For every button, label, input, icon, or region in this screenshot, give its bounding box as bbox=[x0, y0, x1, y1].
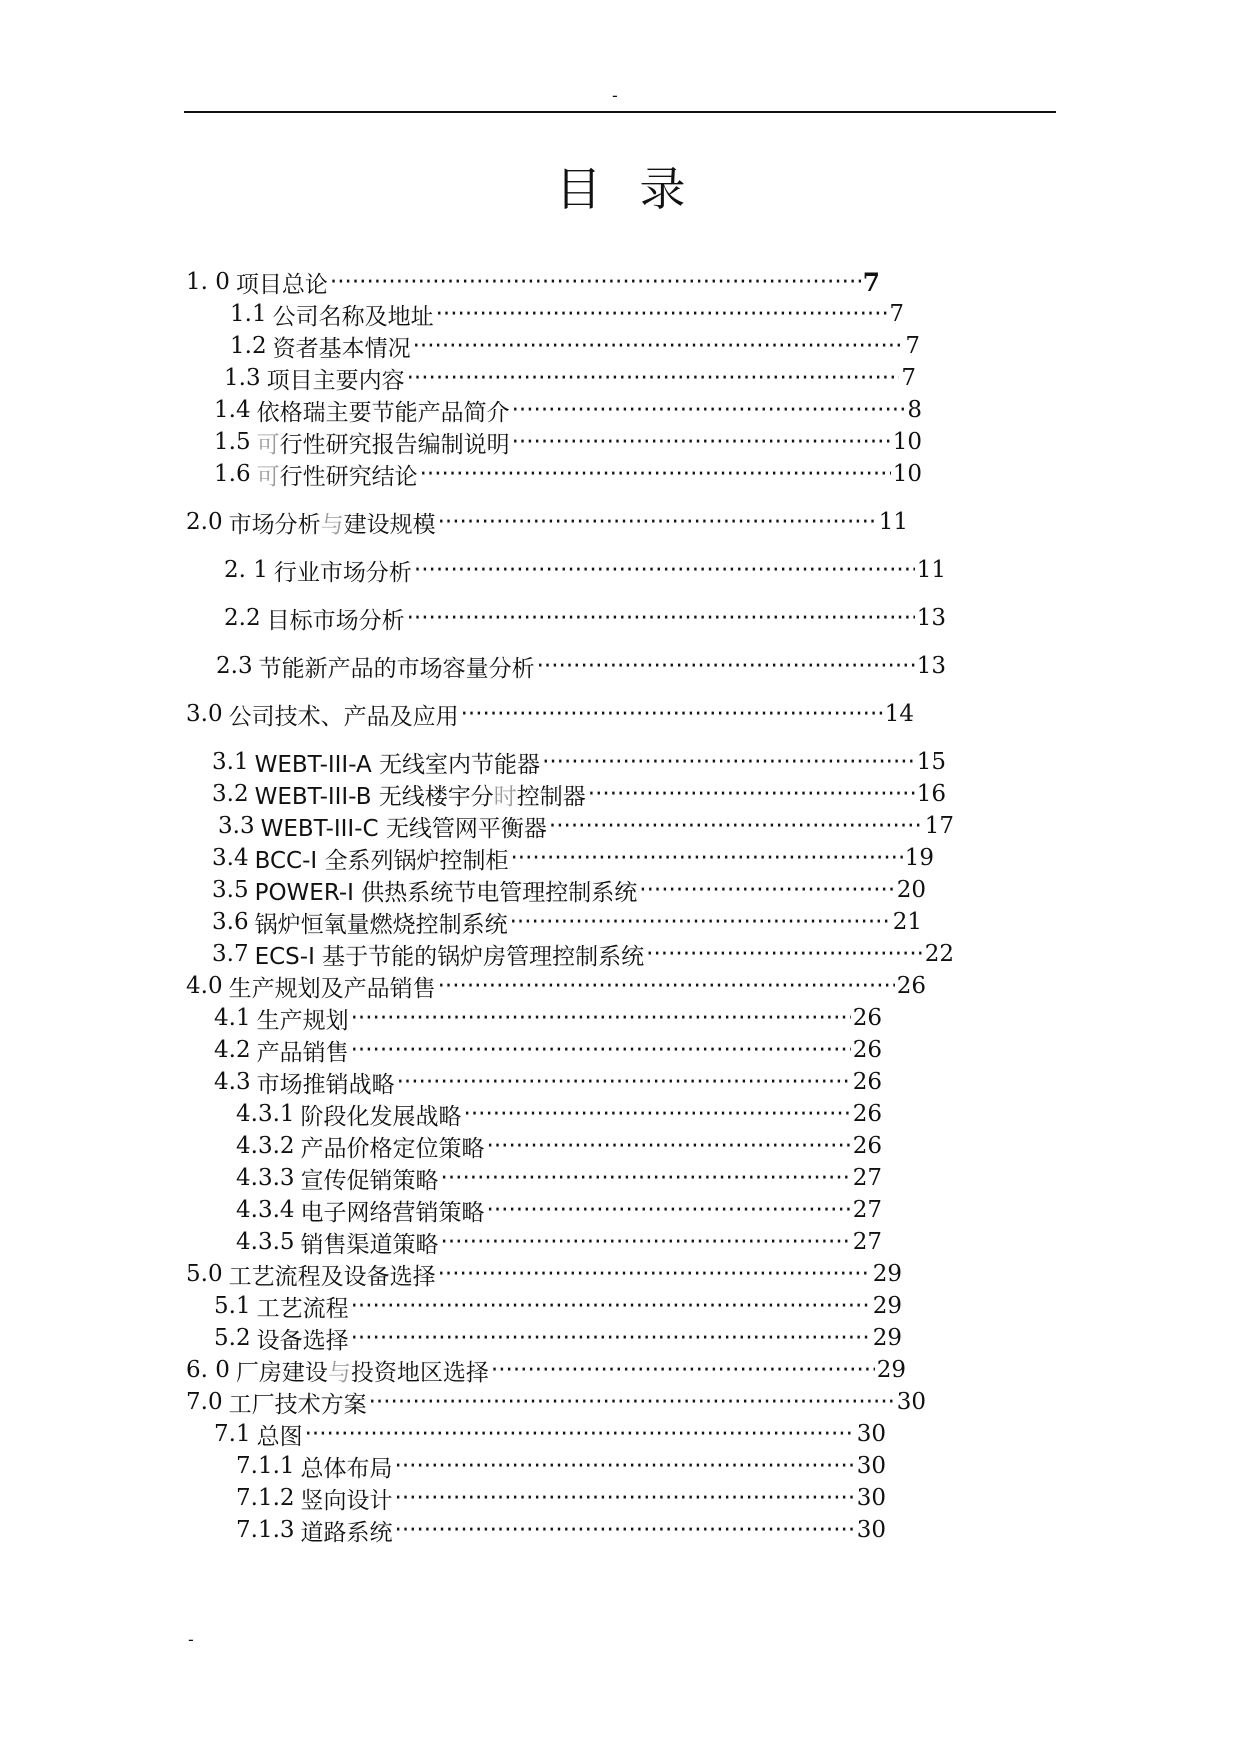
toc-leader-dots bbox=[639, 877, 894, 903]
toc-leader-dots bbox=[491, 1357, 875, 1383]
header-mark: - bbox=[612, 86, 618, 105]
toc-leader-dots bbox=[407, 365, 900, 391]
toc-entry-title-faded: 可 bbox=[256, 463, 280, 490]
toc-entry-title-rest: 投资地区选择 bbox=[350, 1359, 489, 1386]
toc-entry[interactable] bbox=[236, 1163, 882, 1193]
toc-entry[interactable] bbox=[186, 971, 926, 1001]
toc-entry[interactable] bbox=[230, 299, 904, 329]
toc-leader-dots bbox=[395, 1453, 855, 1479]
toc-entry-title: 厂房建设 bbox=[235, 1359, 328, 1386]
toc-leader-dots bbox=[407, 605, 915, 631]
toc-page-number: 13 bbox=[916, 653, 946, 679]
toc-leader-dots bbox=[351, 1005, 851, 1031]
toc-entry-number: 4.3.3 bbox=[236, 1165, 295, 1191]
toc-leader-dots bbox=[512, 397, 906, 423]
toc-entry-title: 总体布局 bbox=[300, 1455, 393, 1482]
toc-page-number: 17 bbox=[924, 813, 954, 839]
toc-entry-number: 1. 0 bbox=[186, 269, 230, 295]
toc-entry-title: 依格瑞主要节能产品简介 bbox=[256, 399, 510, 426]
toc-entry-title: 电子网络营销策略 bbox=[300, 1199, 485, 1226]
toc-page-number: 30 bbox=[896, 1389, 926, 1415]
toc-entry-title: 销售渠道策略 bbox=[300, 1231, 439, 1258]
toc-entry-number: 2.3 bbox=[216, 653, 253, 679]
toc-page-number: 30 bbox=[856, 1517, 886, 1543]
toc-entry[interactable] bbox=[236, 1099, 882, 1129]
toc-entry-number: 1.4 bbox=[214, 397, 251, 423]
toc-page-number: 10 bbox=[892, 461, 922, 487]
toc-page-number: 11 bbox=[878, 509, 908, 535]
toc-entry[interactable] bbox=[186, 1355, 906, 1385]
toc-entry-title: 资者基本情况 bbox=[272, 335, 411, 362]
toc-leader-dots bbox=[510, 909, 891, 935]
toc-entry-title-faded: 与 bbox=[320, 511, 344, 538]
toc-page-number: 13 bbox=[916, 605, 946, 631]
toc-entry-number: 3.3 bbox=[218, 813, 255, 839]
toc-leader-dots bbox=[537, 653, 915, 679]
toc-page-number: 26 bbox=[852, 1037, 882, 1063]
toc-entry-number: 4.3.1 bbox=[236, 1101, 295, 1127]
toc-entry[interactable] bbox=[236, 1131, 882, 1161]
toc-entry[interactable] bbox=[230, 331, 920, 361]
toc-page-number: 14 bbox=[884, 701, 914, 727]
toc-leader-dots bbox=[436, 301, 888, 327]
toc-entry[interactable] bbox=[214, 1323, 902, 1353]
toc-page-number: 7 bbox=[905, 333, 920, 359]
toc-entry-number: 4.3.2 bbox=[236, 1133, 295, 1159]
toc-entry-title-rest: 建设规模 bbox=[343, 511, 436, 538]
toc-page-number: 19 bbox=[904, 845, 934, 871]
toc-entry-number: 4.3.4 bbox=[236, 1197, 295, 1223]
toc-entry[interactable] bbox=[212, 779, 946, 809]
toc-leader-dots bbox=[395, 1485, 855, 1511]
toc-page-number: 29 bbox=[872, 1293, 902, 1319]
toc-entry-title: 项目总论 bbox=[235, 271, 328, 298]
page-title: 目录 bbox=[555, 162, 724, 216]
toc-entry-number: 5.2 bbox=[214, 1325, 251, 1351]
toc-entry-title: 市场推销战略 bbox=[256, 1071, 395, 1098]
toc-entry-number: 7.1 bbox=[214, 1421, 251, 1447]
toc-entry-title: ECS-I 基于节能的锅炉房管理控制系统 bbox=[254, 943, 645, 970]
toc-entry-title-faded: 可 bbox=[256, 431, 280, 458]
toc-entry-title-rest: 控制器 bbox=[516, 783, 586, 810]
toc-entry[interactable] bbox=[224, 555, 946, 585]
toc-page-number: 26 bbox=[896, 973, 926, 999]
toc-entry-title: 产品价格定位策略 bbox=[300, 1135, 485, 1162]
toc-entry-number: 4.2 bbox=[214, 1037, 251, 1063]
toc-leader-dots bbox=[441, 1229, 851, 1255]
toc-page-number: 29 bbox=[872, 1325, 902, 1351]
toc-entry[interactable] bbox=[236, 1227, 882, 1257]
toc-page-number: 30 bbox=[856, 1421, 886, 1447]
toc-entry-title: 生产规划及产品销售 bbox=[228, 975, 436, 1002]
toc-entry[interactable] bbox=[236, 1483, 886, 1513]
toc-entry-title: 公司名称及地址 bbox=[272, 303, 434, 330]
toc-entry[interactable] bbox=[214, 1419, 886, 1449]
toc-leader-dots bbox=[369, 1389, 895, 1415]
toc-entry-number: 5.0 bbox=[186, 1261, 223, 1287]
toc-entry-number: 7.1.1 bbox=[236, 1453, 295, 1479]
toc-leader-dots bbox=[464, 1101, 851, 1127]
toc-page-number: 27 bbox=[852, 1197, 882, 1223]
toc-page-number: 30 bbox=[856, 1485, 886, 1511]
toc-entry[interactable] bbox=[224, 603, 946, 633]
toc-entry-number: 6. 0 bbox=[186, 1357, 230, 1383]
toc-page-number: 26 bbox=[852, 1101, 882, 1127]
toc-leader-dots bbox=[461, 701, 883, 727]
toc-entry-number: 7.1.3 bbox=[236, 1517, 295, 1543]
toc-entry-title: 工厂技术方案 bbox=[228, 1391, 367, 1418]
toc-entry[interactable] bbox=[212, 939, 954, 969]
toc-entry-title: 设备选择 bbox=[256, 1327, 349, 1354]
toc-entry-number: 1.6 bbox=[214, 461, 251, 487]
toc-leader-dots bbox=[330, 269, 861, 295]
toc-entry-number: 4.3 bbox=[214, 1069, 251, 1095]
toc-page-number: 7 bbox=[862, 267, 880, 297]
toc-entry[interactable] bbox=[214, 427, 922, 457]
toc-entry-number: 2.0 bbox=[186, 509, 223, 535]
toc-leader-dots bbox=[438, 973, 895, 999]
toc-leader-dots bbox=[510, 845, 902, 871]
toc-entry-title-faded: 与 bbox=[327, 1359, 351, 1386]
toc-entry-title: WEBT-III-C 无线管网平衡器 bbox=[260, 815, 547, 842]
toc-entry-number: 3.4 bbox=[212, 845, 249, 871]
toc-entry-number: 3.1 bbox=[212, 749, 249, 775]
toc-entry-number: 3.5 bbox=[212, 877, 249, 903]
toc-entry-number: 7.0 bbox=[186, 1389, 223, 1415]
toc-entry-number: 2.2 bbox=[224, 605, 261, 631]
toc-entry[interactable] bbox=[186, 1259, 902, 1289]
toc-leader-dots bbox=[351, 1037, 851, 1063]
toc-entry[interactable] bbox=[236, 1515, 886, 1545]
toc-entry-title: 阶段化发展战略 bbox=[300, 1103, 462, 1130]
toc-entry-number: 3.2 bbox=[212, 781, 249, 807]
toc-entry[interactable] bbox=[214, 1291, 902, 1321]
toc-entry[interactable] bbox=[186, 507, 908, 537]
toc-page-number: 27 bbox=[852, 1165, 882, 1191]
footer-mark: - bbox=[188, 1630, 194, 1649]
toc-entry-number: 1.2 bbox=[230, 333, 267, 359]
toc-entry[interactable] bbox=[186, 267, 880, 297]
toc-entry-title: 道路系统 bbox=[300, 1519, 393, 1546]
toc-leader-dots bbox=[549, 813, 923, 839]
toc-entry-title: 锅炉恒氧量燃烧控制系统 bbox=[254, 911, 508, 938]
toc-page-number: 30 bbox=[856, 1453, 886, 1479]
toc-page-number: 26 bbox=[852, 1069, 882, 1095]
toc-entry-title: 工艺流程 bbox=[256, 1295, 349, 1322]
toc-leader-dots bbox=[542, 749, 915, 775]
toc-entry[interactable] bbox=[186, 1387, 926, 1417]
toc-leader-dots bbox=[438, 509, 877, 535]
toc-leader-dots bbox=[487, 1133, 851, 1159]
toc-entry-title: POWER-I 供热系统节电管理控制系统 bbox=[254, 879, 638, 906]
toc-page-number: 22 bbox=[924, 941, 954, 967]
toc-entry-title: 竖向设计 bbox=[300, 1487, 393, 1514]
toc-entry-number: 3.7 bbox=[212, 941, 249, 967]
toc-entry-title: 产品销售 bbox=[256, 1039, 349, 1066]
toc-leader-dots bbox=[395, 1517, 855, 1543]
toc-leader-dots bbox=[351, 1293, 871, 1319]
toc-page-number: 26 bbox=[852, 1005, 882, 1031]
toc-leader-dots bbox=[414, 557, 915, 583]
toc-page-number: 16 bbox=[916, 781, 946, 807]
toc-entry-number: 4.3.5 bbox=[236, 1229, 295, 1255]
toc-entry-title: 生产规划 bbox=[256, 1007, 349, 1034]
toc-entry[interactable] bbox=[214, 1035, 882, 1065]
toc-entry-number: 3.6 bbox=[212, 909, 249, 935]
toc-leader-dots bbox=[420, 461, 891, 487]
toc-entry[interactable] bbox=[218, 811, 954, 841]
toc-page-number: 26 bbox=[852, 1133, 882, 1159]
toc-entry-title-rest: 行性研究报告编制说明 bbox=[279, 431, 510, 458]
toc-entry-number: 4.1 bbox=[214, 1005, 251, 1031]
toc-entry[interactable] bbox=[212, 747, 946, 777]
toc-page-number: 15 bbox=[916, 749, 946, 775]
toc-page-number: 7 bbox=[901, 365, 916, 391]
toc-page-number: 21 bbox=[892, 909, 922, 935]
toc-leader-dots bbox=[351, 1325, 871, 1351]
toc-entry[interactable] bbox=[186, 699, 914, 729]
toc-entry-title: WEBT-III-B 无线楼宇分 bbox=[254, 783, 494, 810]
toc-entry[interactable] bbox=[212, 843, 934, 873]
toc-page-number: 8 bbox=[907, 397, 922, 423]
toc-entry[interactable] bbox=[212, 875, 926, 905]
toc-leader-dots bbox=[487, 1197, 851, 1223]
toc-leader-dots bbox=[646, 941, 923, 967]
toc-entry-title: 项目主要内容 bbox=[266, 367, 405, 394]
toc-entry-title: 市场分析 bbox=[228, 511, 321, 538]
toc-entry-title-rest: 行性研究结论 bbox=[279, 463, 418, 490]
toc-entry-title: 节能新产品的市场容量分析 bbox=[258, 655, 535, 682]
toc-leader-dots bbox=[413, 333, 904, 359]
toc-entry[interactable] bbox=[216, 651, 946, 681]
toc-entry[interactable] bbox=[214, 1067, 882, 1097]
toc-leader-dots bbox=[305, 1421, 855, 1447]
toc-entry-number: 7.1.2 bbox=[236, 1485, 295, 1511]
toc-entry[interactable] bbox=[214, 1003, 882, 1033]
toc-page-number: 10 bbox=[892, 429, 922, 455]
toc-entry-title: BCC-I 全系列锅炉控制柜 bbox=[254, 847, 509, 874]
toc-page-number: 20 bbox=[896, 877, 926, 903]
toc-entry-number: 1.3 bbox=[224, 365, 261, 391]
toc-page-number: 29 bbox=[872, 1261, 902, 1287]
toc-entry[interactable] bbox=[212, 907, 922, 937]
toc-entry-title: 工艺流程及设备选择 bbox=[228, 1263, 436, 1290]
toc-page-number: 11 bbox=[916, 557, 946, 583]
toc-page-number: 27 bbox=[852, 1229, 882, 1255]
toc-leader-dots bbox=[588, 781, 915, 807]
toc-entry-number: 5.1 bbox=[214, 1293, 251, 1319]
toc-entry-title-faded: 时 bbox=[493, 783, 517, 810]
toc-entry[interactable] bbox=[236, 1195, 882, 1225]
toc-entry-title: WEBT-III-A 无线室内节能器 bbox=[254, 751, 541, 778]
toc-entry-number: 3.0 bbox=[186, 701, 223, 727]
toc-entry-number: 2. 1 bbox=[224, 557, 268, 583]
toc-leader-dots bbox=[441, 1165, 851, 1191]
toc-entry-title: 公司技术、产品及应用 bbox=[228, 703, 459, 730]
toc-page-number: 7 bbox=[889, 301, 904, 327]
toc-entry-title: 总图 bbox=[256, 1423, 303, 1450]
toc-leader-dots bbox=[438, 1261, 871, 1287]
toc-entry[interactable] bbox=[214, 395, 922, 425]
toc-page-number: 29 bbox=[876, 1357, 906, 1383]
toc-entry[interactable] bbox=[236, 1451, 886, 1481]
toc-entry-number: 1.1 bbox=[230, 301, 267, 327]
toc-leader-dots bbox=[512, 429, 891, 455]
toc-entry-number: 4.0 bbox=[186, 973, 223, 999]
toc-entry-title: 目标市场分析 bbox=[266, 607, 405, 634]
toc-leader-dots bbox=[397, 1069, 851, 1095]
toc-entry[interactable] bbox=[214, 459, 922, 489]
toc-entry[interactable] bbox=[224, 363, 916, 393]
toc-entry-title: 宣传促销策略 bbox=[300, 1167, 439, 1194]
toc-entry-title: 行业市场分析 bbox=[273, 559, 412, 586]
toc-entry-number: 1.5 bbox=[214, 429, 251, 455]
